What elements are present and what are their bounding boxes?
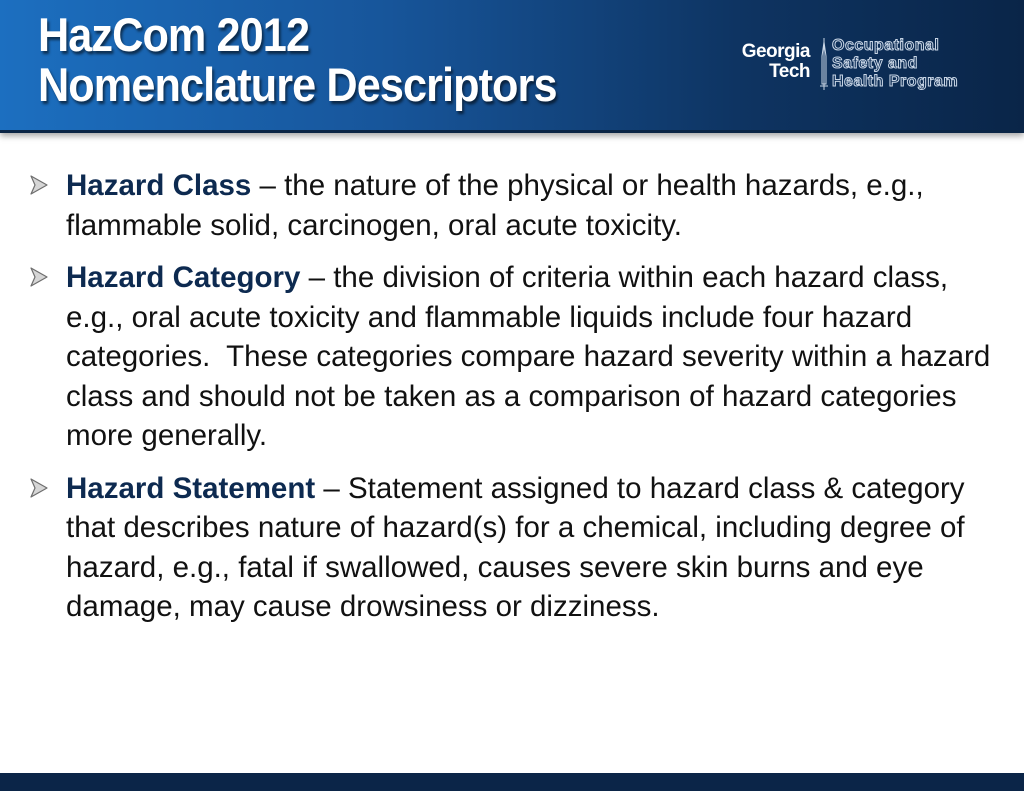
logo-program-line-2: Safety and [832, 55, 918, 72]
logo-institution-line-2: Tech [769, 61, 810, 82]
bullet-term: Hazard Class [66, 169, 252, 202]
bullet-term: Hazard Statement [66, 471, 316, 505]
logo-program-name [832, 37, 958, 91]
bullet-item-hazard-statement [28, 469, 998, 627]
logo-institution [706, 42, 810, 82]
slide-title-line-1: HazCom 2012 [38, 8, 310, 61]
slide-title-line-2: Nomenclature Descriptors [38, 58, 557, 111]
bullet-item-hazard-category [28, 258, 998, 456]
arrow-bullet-icon [28, 174, 50, 196]
bullet-definition: – the nature of the physical or health hazards, e.g., flammable solid, carcinogen, oral acute toxicity. [66, 169, 924, 242]
logo-program-line-1: Occupational [832, 37, 940, 54]
bullet-definition: – Statement assigned to hazard class & category that describes nature of hazard(s) for a chemical, including degree of hazard, e.g., fatal if swallowed, causes severe skin burns and eye damage, may cause drowsiness or dizziness. [66, 471, 965, 623]
slide-title [38, 10, 557, 110]
footer-band [0, 773, 1024, 791]
tower-divider-icon [818, 38, 830, 90]
title-banner [0, 0, 1024, 132]
arrow-bullet-icon [28, 477, 50, 499]
arrow-bullet-icon [28, 266, 50, 288]
logo-institution-line-1: Georgia [741, 41, 810, 62]
bullet-definition: – the division of criteria within each hazard class, e.g., oral acute toxicity and flammable liquids include four hazard categories. These categories compare hazard severity within a hazard class and should not be taken as a comparison of hazard categories more generally. [66, 261, 999, 452]
georgia-tech-oshp-logo [706, 36, 1006, 96]
header-divider [0, 130, 1024, 133]
logo-program-line-3: Health Program [832, 73, 959, 90]
bullet-list [28, 166, 998, 640]
bullet-term: Hazard Category [66, 261, 301, 294]
bullet-item-hazard-class [28, 166, 998, 245]
